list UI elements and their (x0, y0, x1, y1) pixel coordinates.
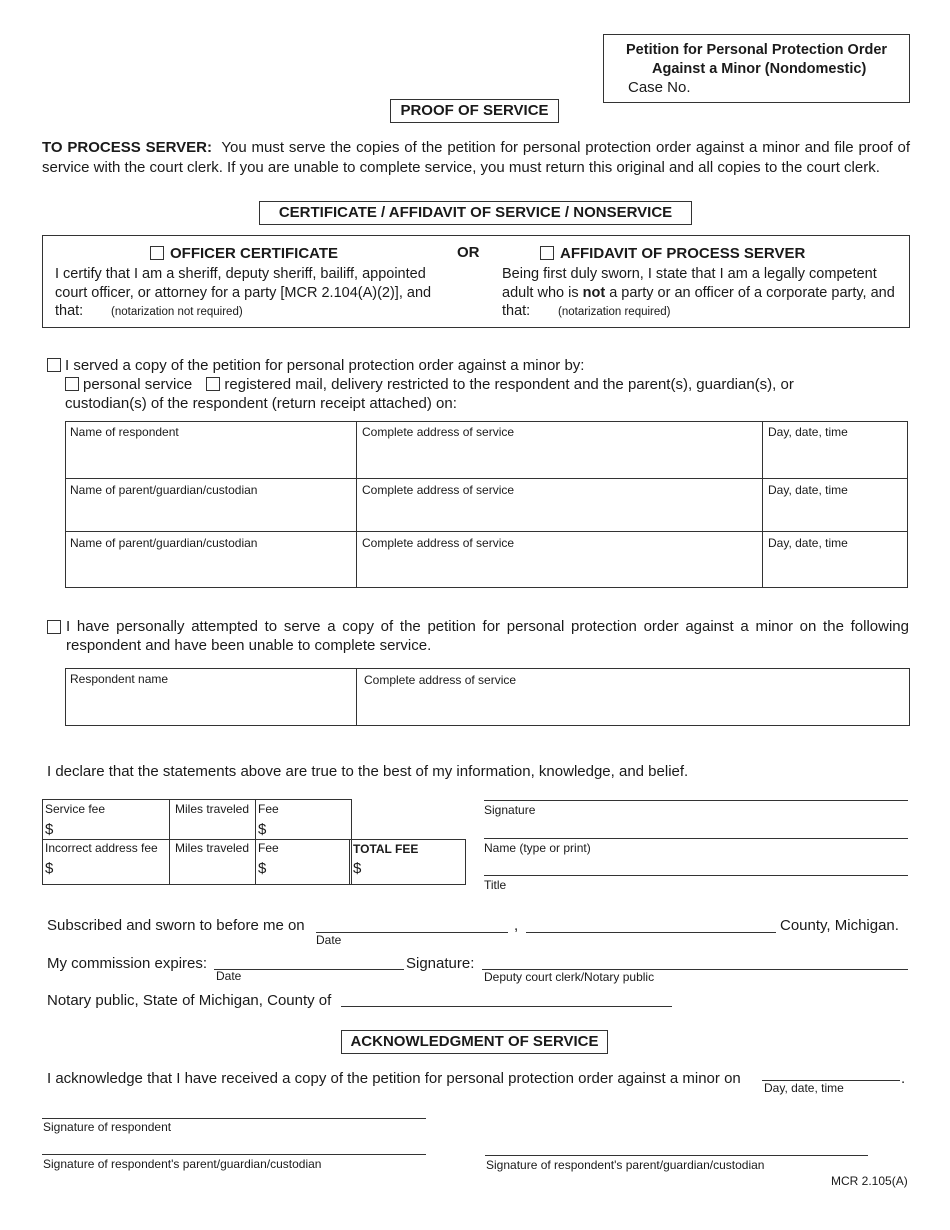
form-title-line2: Against a Minor (Nondomestic) (652, 61, 867, 77)
respondent-signature-label: Signature of respondent (43, 1120, 172, 1134)
name-label: Name (type or print) (484, 841, 591, 855)
respondent-name-cell: Respondent name (70, 672, 169, 686)
instructions-text: You must serve the copies of the petition for personal protection order against a minor and file proof of service with the court clerk. If you are unable to complete service, you must return this original and all copies to the court clerk. (42, 139, 910, 176)
form-title-line1: Petition for Personal Protection Order (626, 42, 888, 58)
personal-service-checkbox[interactable] (65, 377, 79, 391)
certificate-title: CERTIFICATE / AFFIDAVIT OF SERVICE / NONSERVICE (259, 201, 692, 225)
officer-that: that: (55, 303, 84, 319)
affidavit-heading (540, 245, 805, 262)
officer-certificate-heading (150, 245, 338, 262)
respondent-signature-line[interactable] (42, 1118, 426, 1119)
miles-traveled-label: Miles traveled (175, 802, 250, 816)
personal-service-label: personal service (83, 376, 193, 393)
notary-county-line[interactable] (341, 1006, 672, 1007)
officer-notarization-note: (notarization not required) (111, 306, 243, 318)
attempted-text: I have personally attempted to serve a copy of the petition for personal protection order against a minor on the following respondent and have been unable to complete service. (66, 618, 909, 654)
affidavit-notarization-note: (notarization required) (558, 306, 671, 318)
service-fee-label: Service fee (45, 802, 106, 816)
total-fee-label: TOTAL FEE (353, 842, 419, 856)
attempted-table (65, 668, 910, 726)
table-row: Name of respondent (70, 425, 179, 439)
subscribed-date-line[interactable] (316, 932, 508, 933)
officer-certificate-text: I certify that I am a sheriff, deputy sheriff, bailiff, appointed court officer, or attorney for a party [MCR 2.104(A)(2)], and (55, 266, 432, 301)
case-no-label: Case No. (628, 79, 691, 96)
affidavit-checkbox[interactable] (540, 246, 554, 260)
parent-signature-label-right: Signature of respondent's parent/guardian/custodian (486, 1158, 765, 1172)
instructions-lead: TO PROCESS SERVER: (42, 139, 212, 156)
fee-label: Fee (258, 802, 279, 816)
notary-state-label: Notary public, State of Michigan, County of (47, 992, 332, 1009)
name-line[interactable] (484, 838, 908, 839)
signature-line[interactable] (484, 800, 908, 801)
title-label: Title (484, 878, 507, 892)
or-label: OR (457, 244, 480, 261)
declaration: I declare that the statements above are true to the best of my information, knowledge, and belief. (47, 763, 689, 780)
parent-signature-line-left[interactable] (42, 1154, 426, 1155)
commission-date-line[interactable] (214, 969, 404, 970)
officer-certificate-title: OFFICER CERTIFICATE (170, 245, 339, 262)
title-line[interactable] (484, 875, 908, 876)
served-checkbox[interactable] (47, 358, 61, 372)
deputy-clerk-label: Deputy court clerk/Notary public (484, 970, 655, 984)
attempted-checkbox[interactable] (47, 620, 61, 634)
served-line3: custodian(s) of the respondent (return receipt attached) on: (65, 395, 457, 412)
served-table: Name of respondent Complete address of service Day, date, time Name of parent/guardian/custodian Complete address of service Day, date, time Name of parent/guardian/custodian Complete address of service Day, date, time (65, 421, 908, 588)
table-row: Name of parent/guardian/custodian (70, 483, 258, 497)
county-michigan-label: County, Michigan. (780, 917, 899, 934)
process-server-instructions (42, 138, 910, 178)
notary-signature-label: Signature: (406, 955, 475, 972)
acknowledgment-title: ACKNOWLEDGMENT OF SERVICE (341, 1030, 608, 1054)
served-line1: I served a copy of the petition for personal protection order against a minor by: (47, 357, 584, 374)
footer-code: MCR 2.105(A) (831, 1174, 908, 1188)
proof-of-service-title: PROOF OF SERVICE (390, 99, 559, 123)
acknowledgment-text: I acknowledge that I have received a copy of the petition for personal protection order against a minor on (47, 1070, 741, 1087)
served-method-line (65, 376, 794, 393)
incorrect-address-fee-label: Incorrect address fee (45, 841, 158, 855)
subscribed-label: Subscribed and sworn to before me on (47, 917, 305, 934)
signature-label: Signature (484, 803, 536, 817)
commission-expires-label: My commission expires: (47, 955, 208, 972)
registered-mail-label: registered mail, delivery restricted to the respondent and the parent(s), guardian(s), or (224, 376, 794, 393)
affidavit-title: AFFIDAVIT OF PROCESS SERVER (560, 245, 806, 262)
certification-box (42, 235, 910, 328)
affidavit-text: Being first duly sworn, I state that I am a legally competent adult who is not a party or an officer of a corporate party, and (502, 266, 895, 301)
table-row: Name of parent/guardian/custodian (70, 536, 258, 550)
parent-signature-label-left: Signature of respondent's parent/guardian/custodian (43, 1157, 322, 1171)
parent-signature-line-right[interactable] (485, 1155, 868, 1156)
fee-table: Service fee $ Miles traveled Fee $ Incorrect address fee $ Miles traveled Fee $ TOTAL FEE $ (42, 799, 466, 885)
case-header-box (603, 34, 910, 103)
attempted-address-cell: Complete address of service (364, 673, 517, 687)
county-line[interactable] (526, 932, 776, 933)
affidavit-that: that: (502, 303, 531, 319)
officer-certificate-checkbox[interactable] (150, 246, 164, 260)
registered-mail-checkbox[interactable] (206, 377, 220, 391)
day-date-time-label: Day, date, time (764, 1081, 844, 1095)
